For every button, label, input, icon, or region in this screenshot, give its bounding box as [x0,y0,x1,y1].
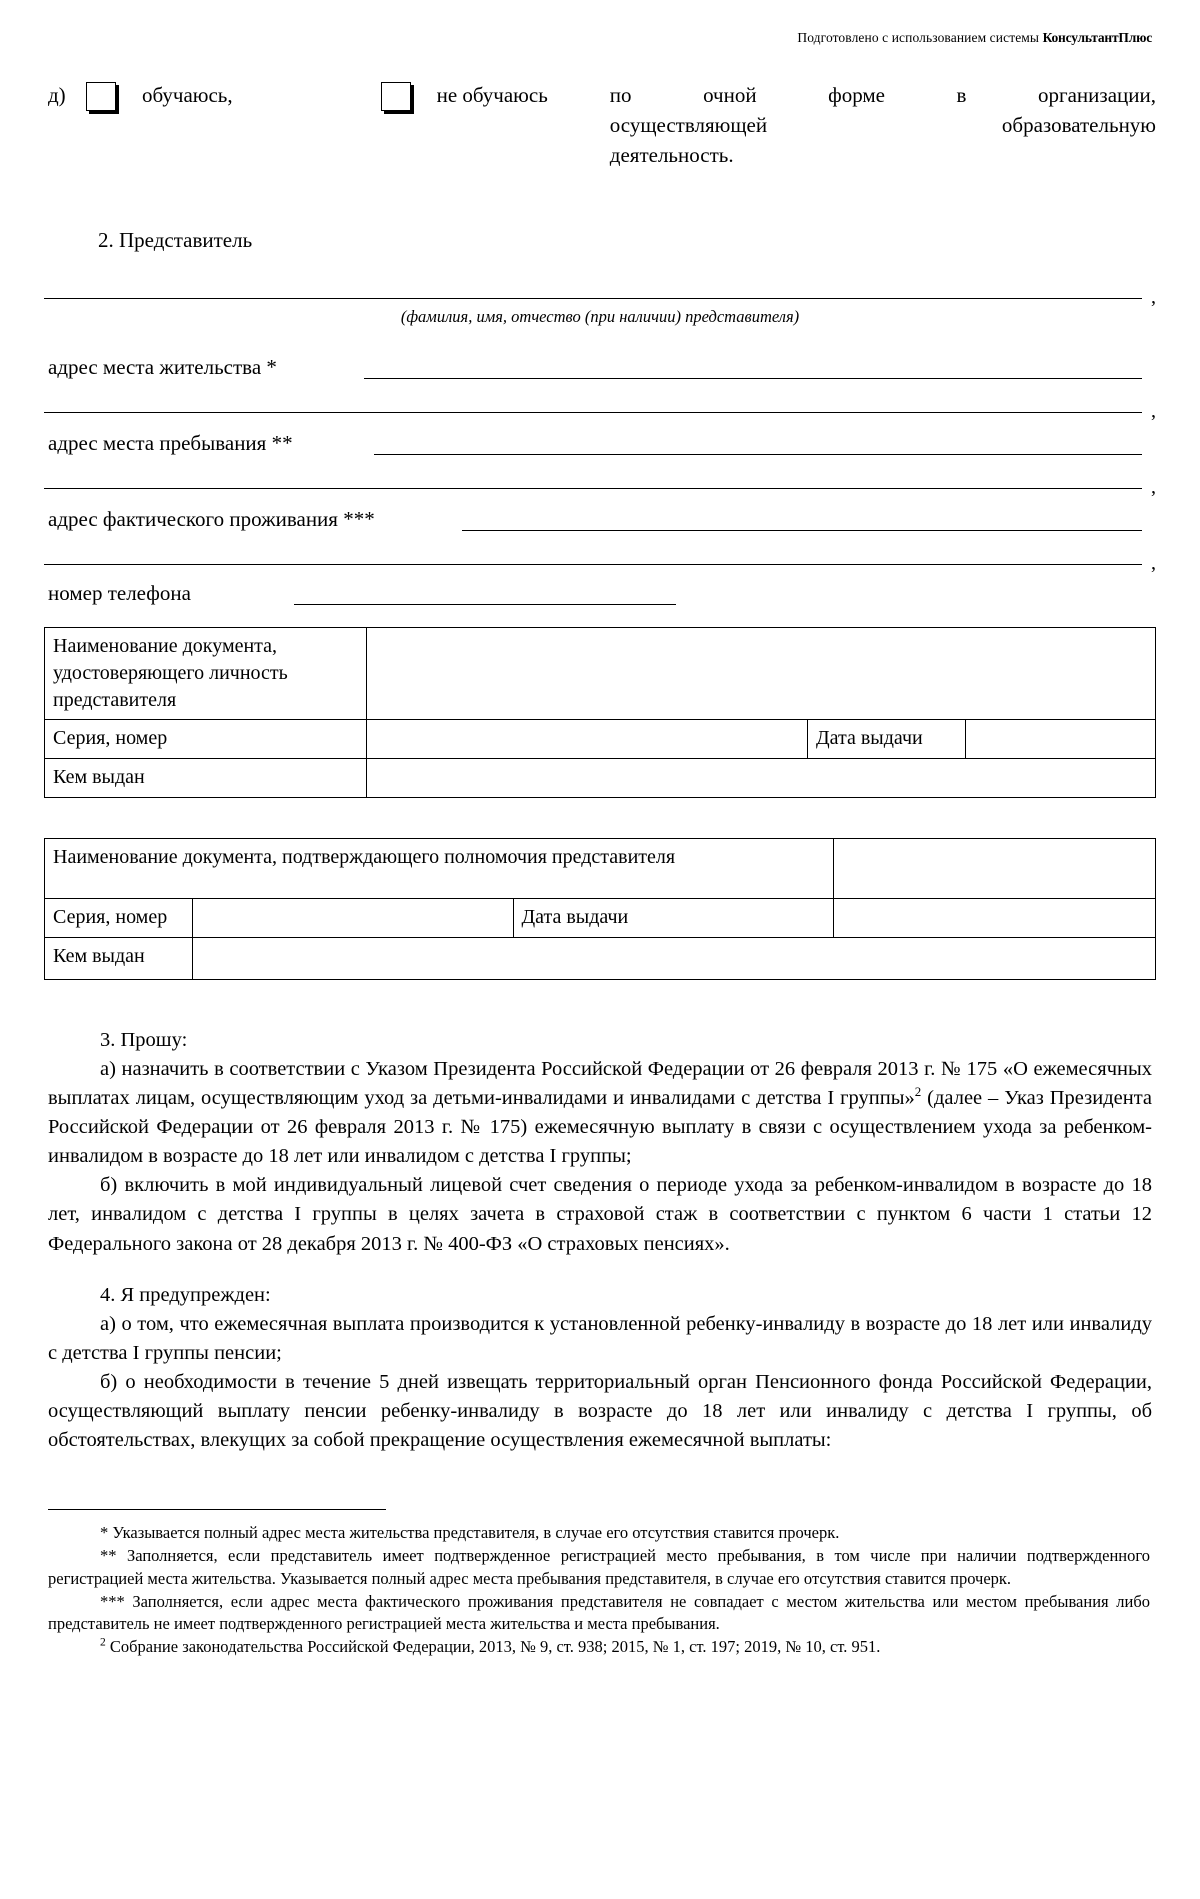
table-row [45,838,1156,898]
identity-series-number-label: Серия, номер [45,720,367,759]
checkbox-studying[interactable] [86,82,116,111]
section-3-block [44,1026,1156,1259]
authority-series-number-label: Серия, номер [45,898,193,937]
footnote-2: ** Заполняется, если представитель имеет подтвержденное регистрацией место пребывания, в том числе при наличии подтвержденного регистрацией места жительства. Указывается полный адрес места пребывания представителя, в случае его отсутствия ставится прочерк. [48,1546,1150,1588]
identity-series-number-value[interactable] [367,720,808,759]
authority-issued-by-label: Кем выдан [45,937,193,979]
section-3-point-a [44,1055,1156,1171]
authority-series-number-value[interactable] [193,898,514,937]
footnote-4-marker: 2 [100,1636,106,1649]
actual-address-continuation[interactable] [44,539,1156,574]
table-row [45,628,1156,720]
section-4-block [44,1281,1156,1456]
residence-address-label: адрес места жительства * [48,355,277,379]
residence-address-underline-2[interactable] [44,412,1142,413]
stay-address-label: адрес места пребывания ** [48,431,293,455]
authority-doc-name-label: Наименование документа, подтверждающего полномочия представителя [45,838,834,898]
label-not-studying: не обучаюсь [436,83,548,107]
identity-issued-by-value[interactable] [367,759,1156,798]
representative-fio-underline[interactable] [44,298,1142,299]
section-4-point-a: а) о том, что ежемесячная выплата производится к установленной ребенку-инвалиду в возрасте до 18 лет или инвалиду с детства I группы пенсии; [48,1312,1152,1364]
residence-address-row [44,341,1156,387]
authority-issue-date-label: Дата выдачи [513,898,834,937]
table-row [45,898,1156,937]
comma-after-stay: , [1151,476,1156,498]
stay-address-continuation[interactable] [44,463,1156,498]
actual-address-row [44,493,1156,539]
representative-fio-field[interactable] [44,271,1156,308]
residence-address-continuation[interactable] [44,387,1156,422]
section-3-point-a-text-2: (далее – Указ Президента Российской Федерации от 26 февраля 2013 г. № 175) ежемесячную выплату в связи с осуществлением ухода за ребенком-инвалидом в возрасте до 18 лет или инвалидом с детства I группы; [48,1087,1152,1168]
phone-number-input[interactable] [294,604,676,605]
item-d-tail-line-2: осуществляющей образовательную [609,113,1156,137]
spacer-section-3-4 [44,1259,1156,1281]
footnote-3: *** Заполняется, если адрес места фактического проживания представителя не совпадает с местом жительства или местом пребывания либо представитель не имеет подтвержденного регистрацией места жительства и места пребывания. [48,1591,1150,1634]
footnote-4-text: Собрание законодательства Российской Федерации, 2013, № 9, ст. 938; 2015, № 1, ст. 197; 2019, № 10, ст. 951. [105,1637,881,1657]
item-d-row [44,80,1156,170]
header-prefix-text: Подготовлено с использованием системы [797,30,1043,45]
representative-fio-caption: (фамилия, имя, отчество (при наличии) представителя) [400,307,800,326]
consultant-plus-brand: КонсультантПлюс [1042,30,1152,45]
item-d-tail-line-1: по очной форме в организации, [609,83,1156,107]
label-studying: обучаюсь, [142,83,233,107]
identity-issue-date-label: Дата выдачи [807,720,965,759]
residence-address-input[interactable] [364,378,1142,379]
phone-number-row [44,569,1156,613]
section-4-point-b: б) о необходимости в течение 5 дней извещать территориальный орган Пенсионного фонда Российской Федерации, осуществляющий выплату пенсии ребенку-инвалиду в возрасте до 18 лет или инвалиду с детства I группы, об обстоятельствах, влекущих за собой прекращение осуществления ежемесячной выплаты: [48,1370,1152,1452]
comma-after-residence: , [1151,400,1156,422]
footnotes-block [44,1509,1156,1659]
table-row [45,759,1156,798]
section-3-title: 3. Прошу: [100,1028,188,1051]
footnote-4 [44,1636,1156,1659]
actual-address-label: адрес фактического проживания *** [48,507,375,531]
identity-issue-date-value[interactable] [965,720,1155,759]
checkbox-not-studying[interactable] [381,82,411,111]
phone-number-label: номер телефона [48,581,191,605]
authority-doc-name-value[interactable] [834,838,1156,898]
identity-doc-name-value[interactable] [367,628,1156,720]
actual-address-input[interactable] [462,530,1142,531]
identity-doc-name-label: Наименование документа, удостоверяющего личность представителя [45,628,367,720]
stay-address-row [44,417,1156,463]
table-row [45,937,1156,979]
section-2-title: 2. Представитель [98,228,253,252]
item-d-tail-text [584,80,1156,170]
section-4-title: 4. Я предупрежден: [100,1283,271,1306]
footnote-ref-2: 2 [914,1084,922,1100]
identity-document-table [44,627,1156,798]
actual-address-underline-2[interactable] [44,564,1142,565]
section-3-point-b: б) включить в мой индивидуальный лицевой счет сведения о периоде ухода за ребенком-инвалидом в возрасте до 18 лет, инвалидом с детства I группы в целях зачета в страховой стаж в соответствии с пунктом 6 части 1 статьи 12 Федерального закона от 28 декабря 2013 г. № 400-ФЗ «О страховых пенсиях». [48,1174,1152,1255]
authority-document-table [44,838,1156,980]
authority-issue-date-value[interactable] [834,898,1156,937]
footnote-separator-line [48,1509,386,1510]
identity-issued-by-label: Кем выдан [45,759,367,798]
comma-after-fio: , [1151,286,1156,308]
footnote-1: * Указывается полный адрес места жительства представителя, в случае его отсутствия ставится прочерк. [100,1523,840,1543]
authority-issued-by-value[interactable] [193,937,1156,979]
table-row [45,720,1156,759]
comma-after-actual: , [1151,552,1156,574]
item-d-letter: д) [48,83,66,107]
section-3-point-a-text-1: а) назначить в соответствии с Указом Президента Российской Федерации от 26 февраля 2013 г. № 175 «О ежемесячных выплатах лицам, осуществляющим уход за детьми-инвалидами и инвалидами с детства I группы» [48,1057,1152,1109]
consultant-plus-header [44,30,1156,46]
item-d-tail-line-3: деятельность. [609,143,734,167]
stay-address-input[interactable] [374,454,1142,455]
stay-address-underline-2[interactable] [44,488,1142,489]
